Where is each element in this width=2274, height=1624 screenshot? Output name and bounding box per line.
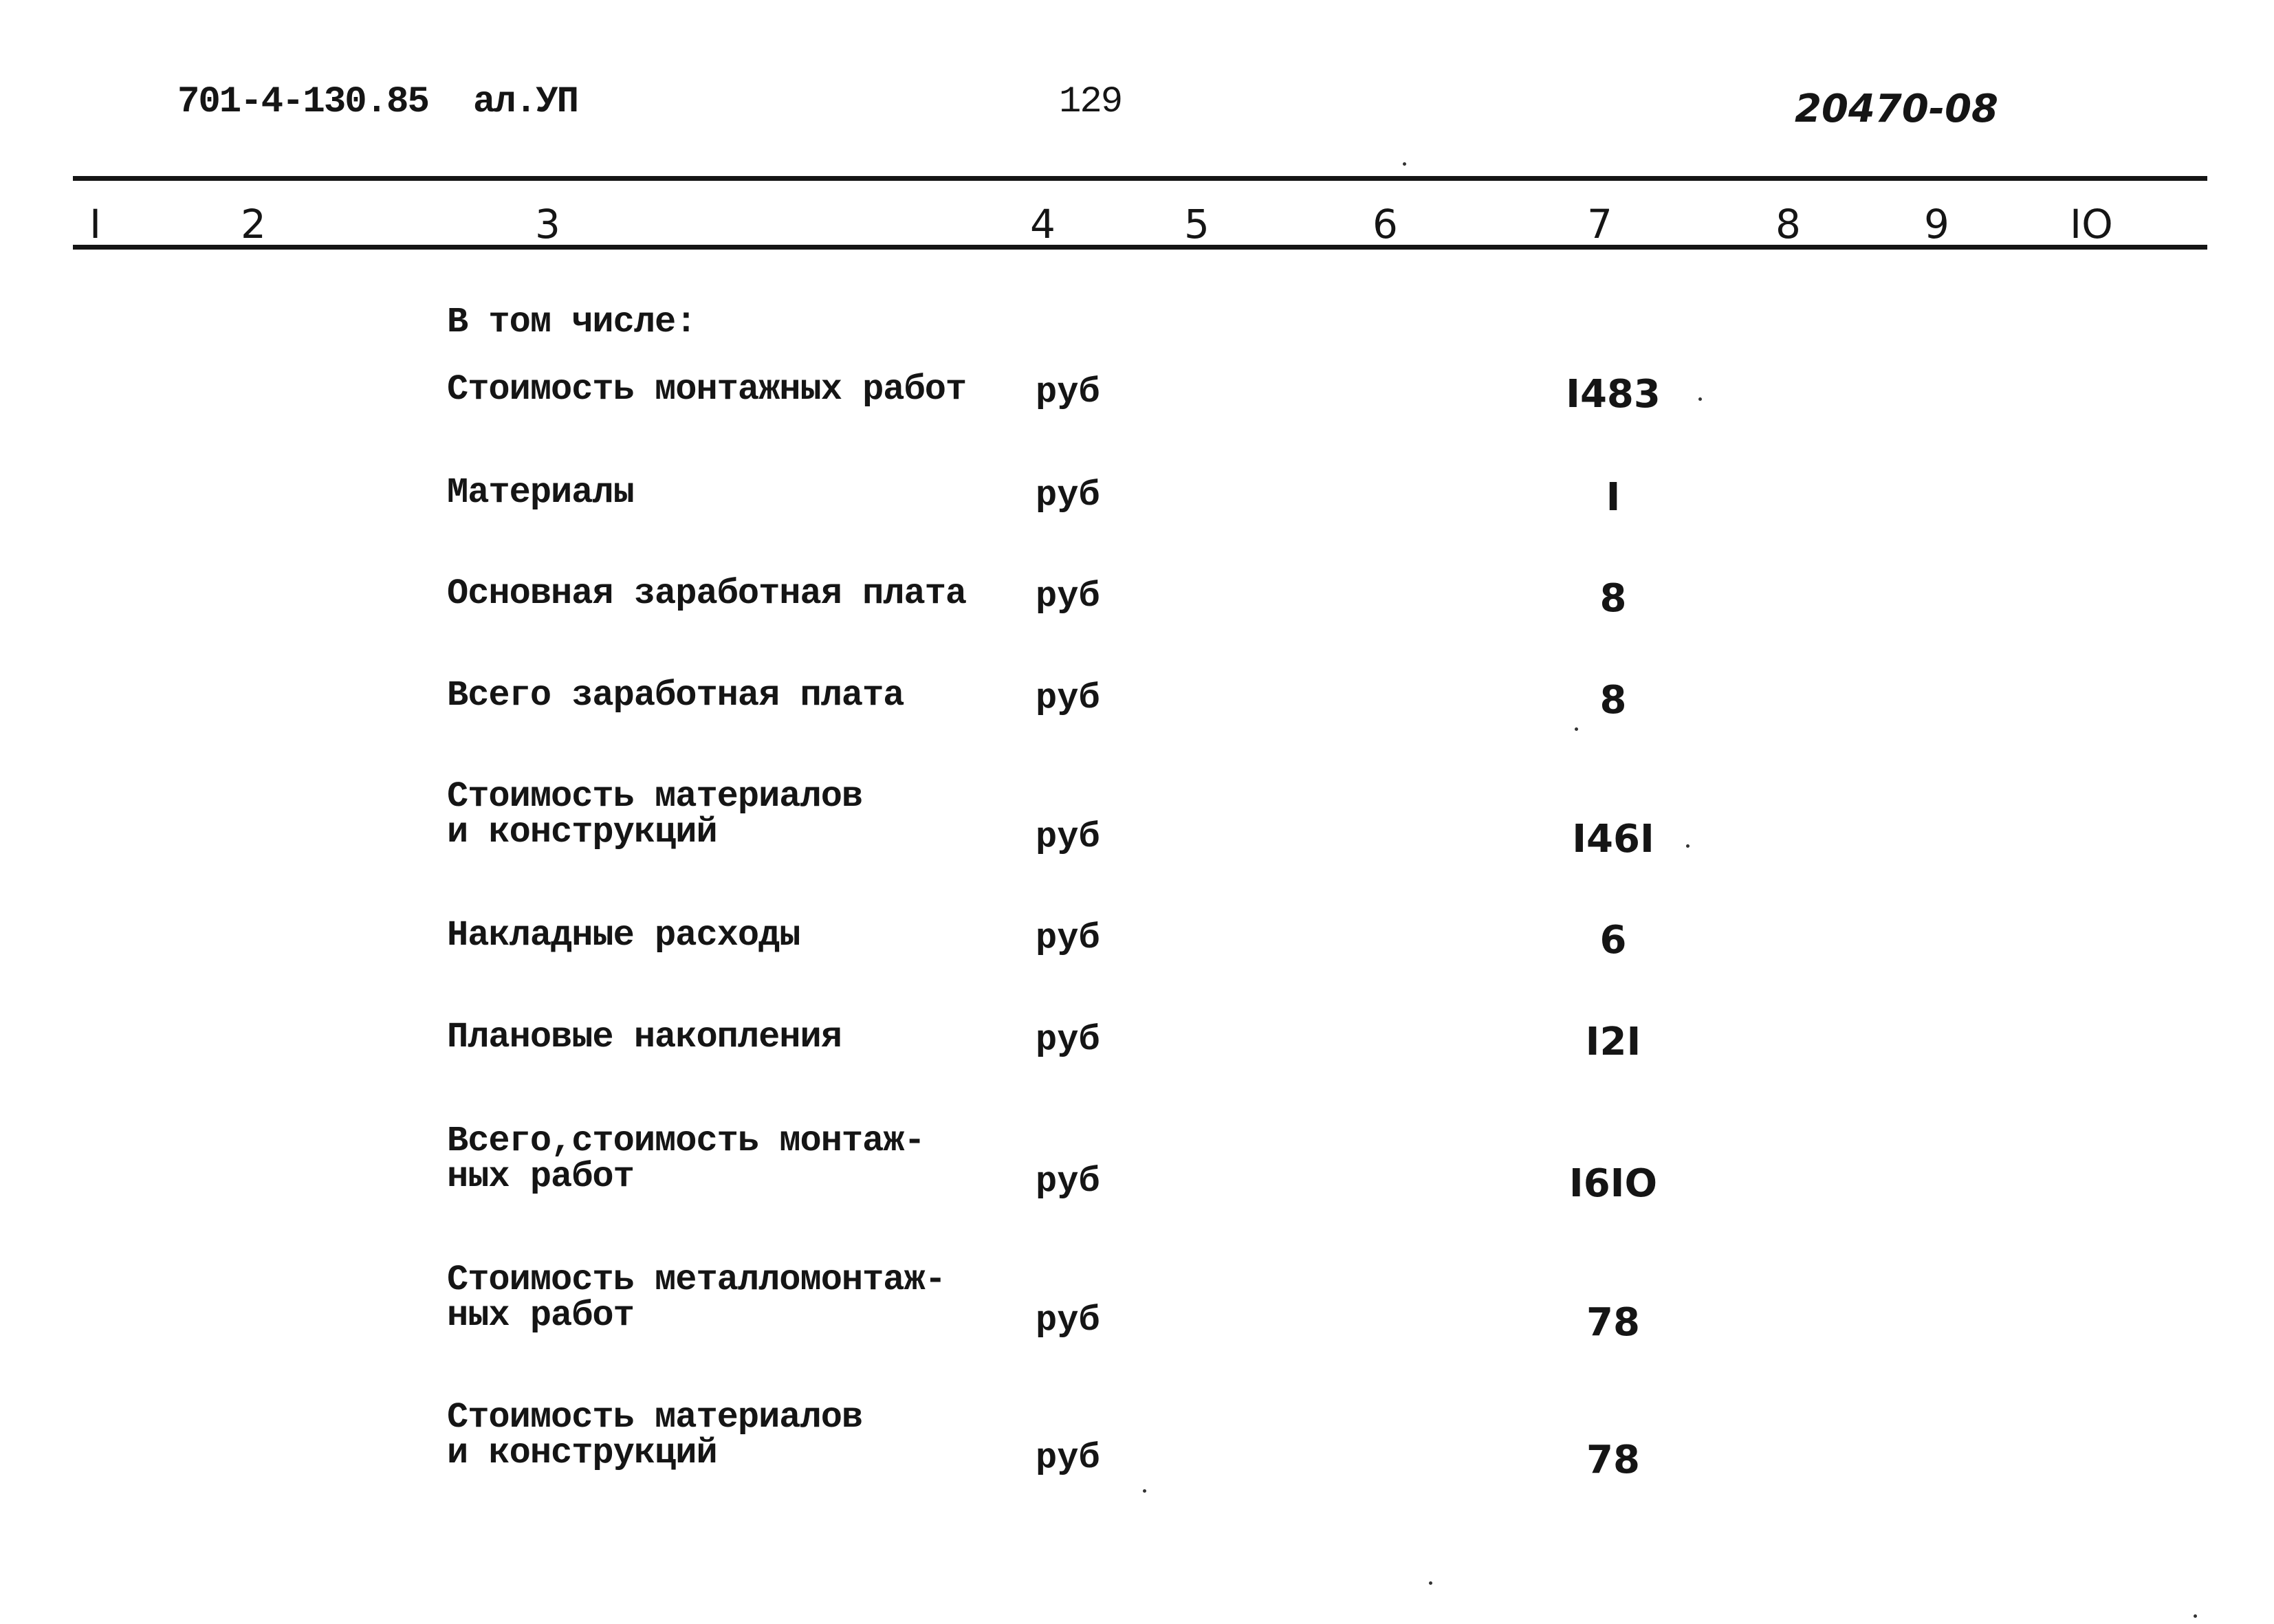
scan-speck <box>1429 1581 1432 1585</box>
row-unit: руб <box>1036 918 1100 958</box>
scan-speck <box>2194 1614 2197 1618</box>
column-number-3: 3 <box>535 201 560 248</box>
scan-speck <box>1575 727 1578 731</box>
column-number-6: 6 <box>1373 201 1398 248</box>
column-number-7: 7 <box>1587 201 1612 248</box>
row-value: 8 <box>1599 576 1627 621</box>
scan-speck <box>1143 1489 1146 1493</box>
row-label-base-wage: Основная заработная плата <box>447 573 967 614</box>
column-number-1: I <box>89 201 102 248</box>
album-number: ал.УП <box>473 81 578 123</box>
row-unit: руб <box>1036 372 1100 413</box>
handwritten-identifier: 20470-08 <box>1795 87 1998 131</box>
scan-speck <box>1698 397 1702 401</box>
row-value: I6IO <box>1568 1161 1658 1206</box>
row-value: I46I <box>1572 817 1654 862</box>
row-unit: руб <box>1036 817 1100 857</box>
row-label-total-mounting-cost: Всего,стоимость монтаж- ных работ <box>447 1121 925 1197</box>
table-top-rule <box>73 176 2207 181</box>
row-label-metal-mounting-cost: Стоимость металломонтаж- ных работ <box>447 1260 945 1336</box>
column-number-4: 4 <box>1030 201 1056 248</box>
row-unit: руб <box>1036 1161 1100 1202</box>
column-number-5: 5 <box>1184 201 1210 248</box>
row-unit: руб <box>1036 576 1100 617</box>
document-code: 701-4-130.85 <box>177 81 428 123</box>
row-unit: руб <box>1036 678 1100 718</box>
row-label-planned-savings: Плановые накопления <box>447 1017 842 1057</box>
column-number-9: 9 <box>1924 201 1949 248</box>
row-label-overhead: Накладные расходы <box>447 915 800 956</box>
page-number: 129 <box>1059 81 1122 123</box>
row-label-materials-constructions-2: Стоимость материалов и конструкций <box>447 1397 863 1473</box>
row-label-total-wage: Всего заработная плата <box>447 675 904 716</box>
row-value: 8 <box>1599 678 1627 723</box>
row-value: 78 <box>1586 1438 1640 1482</box>
row-value: I483 <box>1566 372 1661 417</box>
row-label-materials-constructions: Стоимость материалов и конструкций <box>447 776 863 853</box>
row-unit: руб <box>1036 1300 1100 1341</box>
section-title: В том числе: <box>447 302 697 342</box>
row-label-materials: Материалы <box>447 472 634 513</box>
table-header-bottom-rule <box>73 245 2207 250</box>
row-value: I <box>1606 475 1621 520</box>
column-number-10: IO <box>2070 201 2113 248</box>
column-number-2: 2 <box>241 201 266 248</box>
scan-speck <box>1403 162 1406 166</box>
row-value: 78 <box>1586 1300 1640 1345</box>
row-value: 6 <box>1599 918 1627 963</box>
column-number-8: 8 <box>1775 201 1801 248</box>
row-unit: руб <box>1036 1020 1100 1060</box>
row-unit: руб <box>1036 475 1100 516</box>
row-value: I2I <box>1585 1020 1641 1064</box>
row-unit: руб <box>1036 1438 1100 1478</box>
scan-speck <box>1686 844 1690 848</box>
row-label-mounting-cost: Стоимость монтажных работ <box>447 369 967 410</box>
